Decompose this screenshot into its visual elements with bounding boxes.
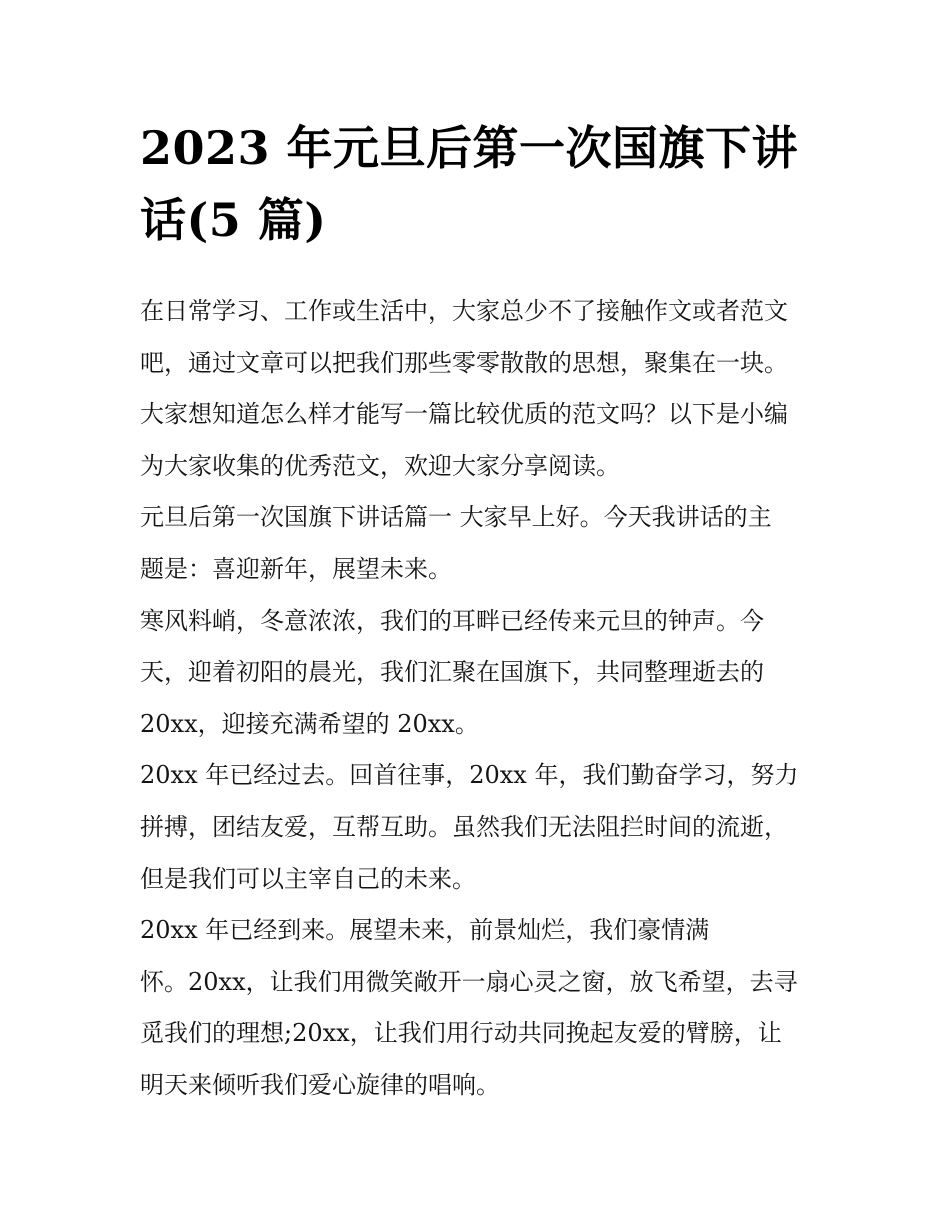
text-line: 题是：喜迎新年，展望未来。 (140, 554, 452, 583)
text-line: 20xx，迎接充满希望的 20xx。 (140, 709, 479, 738)
text-line: 20xx 年已经到来。展望未来，前景灿烂，我们豪情满 (140, 916, 710, 945)
text-line: 天，迎着初阳的晨光，我们汇聚在国旗下，共同整理逝去的 (140, 658, 764, 687)
text-line: 为大家收集的优秀范文，欢迎大家分享阅读。 (140, 451, 620, 480)
text-line: 拼搏，团结友爱，互帮互助。虽然我们无法阻拦时间的流逝， (140, 812, 788, 841)
text-line: 20xx 年已经过去。回首往事，20xx 年，我们勤奋学习，努力 (140, 761, 799, 790)
speech-paragraph (140, 596, 812, 751)
text-line: 元旦后第一次国旗下讲话篇一 大家早上好。今天我讲话的主 (140, 503, 772, 532)
text-line: 但是我们可以主宰自己的未来。 (140, 864, 476, 893)
text-line: 怀。20xx，让我们用微笑敞开一扇心灵之窗，放飞希望，去寻 (140, 967, 798, 996)
speech-opening-paragraph (140, 492, 812, 595)
text-line: 明天来倾听我们爱心旋律的唱响。 (140, 1070, 500, 1099)
title-line: 2023 年元旦后第一次国旗下讲 (140, 121, 799, 175)
speech-paragraph (140, 905, 812, 1111)
document-title (140, 112, 812, 256)
document-body (140, 286, 812, 1112)
text-line: 吧，通过文章可以把我们那些零零散散的思想，聚集在一块。 (140, 348, 788, 377)
title-line: 话(5 篇) (140, 193, 327, 247)
intro-paragraph (140, 286, 812, 492)
text-line: 在日常学习、工作或生活中，大家总少不了接触作文或者范文 (140, 297, 788, 325)
speech-paragraph (140, 750, 812, 905)
text-line: 寒风料峭，冬意浓浓，我们的耳畔已经传来元旦的钟声。今 (140, 606, 764, 635)
document-page (140, 112, 812, 1112)
text-line: 觅我们的理想;20xx，让我们用行动共同挽起友爱的臂膀，让 (140, 1019, 782, 1048)
text-line: 大家想知道怎么样才能写一篇比较优质的范文吗？以下是小编 (140, 400, 788, 429)
